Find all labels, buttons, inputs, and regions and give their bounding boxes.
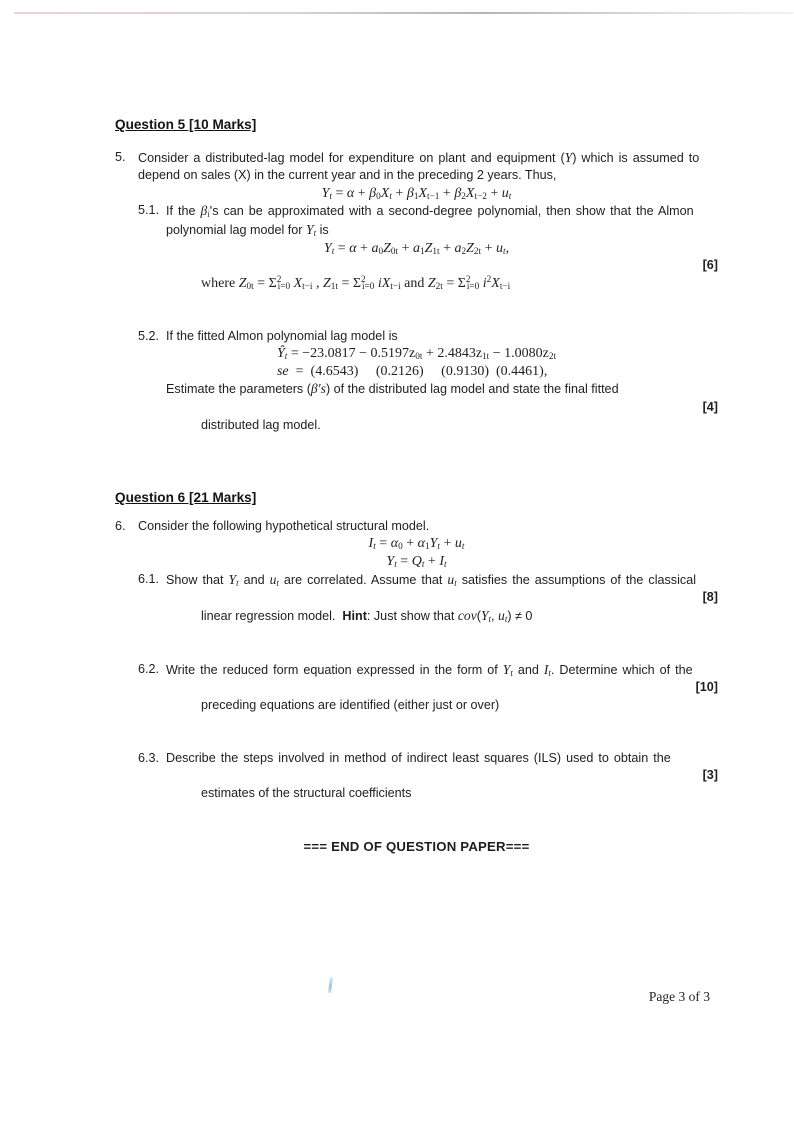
q6-2-marks-badge: [10] bbox=[695, 680, 718, 695]
item6-1-number: 6.1. bbox=[138, 571, 160, 586]
scan-artifact-line bbox=[14, 12, 794, 14]
q6-formula-structural-2: $Y_t = Q_t + I_t$ bbox=[386, 554, 447, 570]
item5-2-number: 5.2. bbox=[138, 328, 160, 343]
q6-2-closing-text: preceding equations are identified (either just or over) bbox=[201, 697, 500, 712]
q6-2-text-line1: Write the reduced form equation expressed in the form of $Y_t$ and $I_t$. Determine which of the bbox=[166, 661, 693, 678]
q5-2-text-line3 bbox=[166, 399, 718, 469]
q6-text-line1: Consider the following hypothetical structural model. bbox=[138, 518, 430, 533]
question5-heading: Question 5 [10 Marks] bbox=[115, 117, 257, 132]
q5-2-text-line1: If the fitted Almon polynomial lag model is bbox=[166, 328, 398, 343]
q5-text-line1: Consider a distributed-lag model for expenditure on plant and equipment (Y) which is assumed to bbox=[138, 149, 700, 165]
q5-2-text-line2: Estimate the parameters (β′s) of the distributed lag model and state the final fitted bbox=[166, 381, 619, 397]
question6-heading: Question 6 [21 Marks] bbox=[115, 490, 257, 506]
question6-item bbox=[115, 518, 718, 838]
q6-2-text-line2 bbox=[166, 679, 718, 749]
page-content bbox=[115, 116, 718, 855]
q5-1-formula-almon: $Y_t = \alpha + a_0Z_{0t} + a_1Z_{1t} + a_2Z_{2t} + u_t$, bbox=[323, 240, 510, 256]
end-of-paper-marker: === END OF QUESTION PAPER=== bbox=[303, 838, 530, 854]
q6-3-closing-text: estimates of the structural coefficients bbox=[201, 785, 412, 800]
q6-1-marks-badge: [8] bbox=[702, 590, 718, 605]
q5-1-text-line2: polynomial lag model for $Y_t$ is bbox=[166, 221, 329, 238]
q5-2-marks-badge: [4] bbox=[702, 399, 718, 414]
q6-1-hint-text: linear regression model. Hint: Just show that $cov(Y_t$, $u_t) \ne 0$ bbox=[201, 607, 533, 624]
item6-3-number: 6.3. bbox=[138, 750, 160, 765]
q5-2-formula-block bbox=[115, 345, 718, 380]
q6-1-text-line1: Show that $Y_t$ and $u_t$ are correlated. Assume that $u_t$ satisfies the assumptions of the classical bbox=[166, 571, 696, 588]
q6-3-text-line2 bbox=[166, 767, 718, 837]
q5-2-closing-text: distributed lag model. bbox=[201, 417, 321, 432]
q6-1-text-line2 bbox=[166, 589, 718, 660]
q6-formula-structural-1: $I_t = \alpha_0 + \alpha_1Y_t + u_t$ bbox=[368, 536, 465, 552]
q5-1-where-text: where $Z_{0t} = \Sigma^2_{i=0}$ $X_{t-i}$ , $Z_{1t} = \Sigma^2_{i=0}$ $iX_{t-i}$ and $Z_{2t} = \Sigma^2_{i=0}$ $i^2X_{t-i}$ bbox=[201, 273, 511, 291]
q5-1-text-line1: If the $\beta_i's$ can be approximated with a second-degree polynomial, then show that the Almon bbox=[166, 203, 694, 220]
q5-2-standard-errors: se = (4.6543) (0.2126) (0.9130) (0.4461), bbox=[276, 363, 548, 379]
question5-1-item bbox=[138, 202, 718, 327]
item6-number: 6. bbox=[115, 518, 126, 533]
question6-1-item bbox=[138, 571, 718, 661]
q5-1-formula-z-definitions bbox=[166, 257, 718, 327]
question6-2-item bbox=[138, 661, 718, 750]
item5-number: 5. bbox=[115, 149, 126, 164]
question6-3-item bbox=[138, 750, 718, 838]
question5-item bbox=[115, 149, 718, 470]
q6-3-marks-badge: [3] bbox=[702, 768, 718, 783]
question5-2-item bbox=[138, 328, 718, 470]
item6-2-number: 6.2. bbox=[138, 661, 160, 676]
q5-2-fitted-model-block bbox=[277, 345, 556, 380]
item5-1-number: 5.1. bbox=[138, 203, 160, 218]
q5-1-marks-badge: [6] bbox=[702, 258, 718, 273]
page-footer: Page 3 of 3 bbox=[648, 989, 710, 1004]
pen-mark-artifact bbox=[328, 977, 333, 993]
q5-formula-distributed-lag: $Y_t = \alpha + \beta_0X_t + \beta_1X_{t-1} + \beta_2X_{t-2} + u_t$ bbox=[321, 185, 512, 201]
q5-text-line2: depend on sales (X) in the current year and in the preceding 2 years. Thus, bbox=[138, 168, 557, 183]
q5-2-formula-fitted: $Ŷ_t = -23.0817 - 0.5197z_{0t} + 2.4843z_{1t} - 1.0080z_{2t}$ bbox=[276, 346, 557, 362]
q6-3-text-line1: Describe the steps involved in method of indirect least squares (ILS) used to obtain the bbox=[166, 750, 671, 765]
